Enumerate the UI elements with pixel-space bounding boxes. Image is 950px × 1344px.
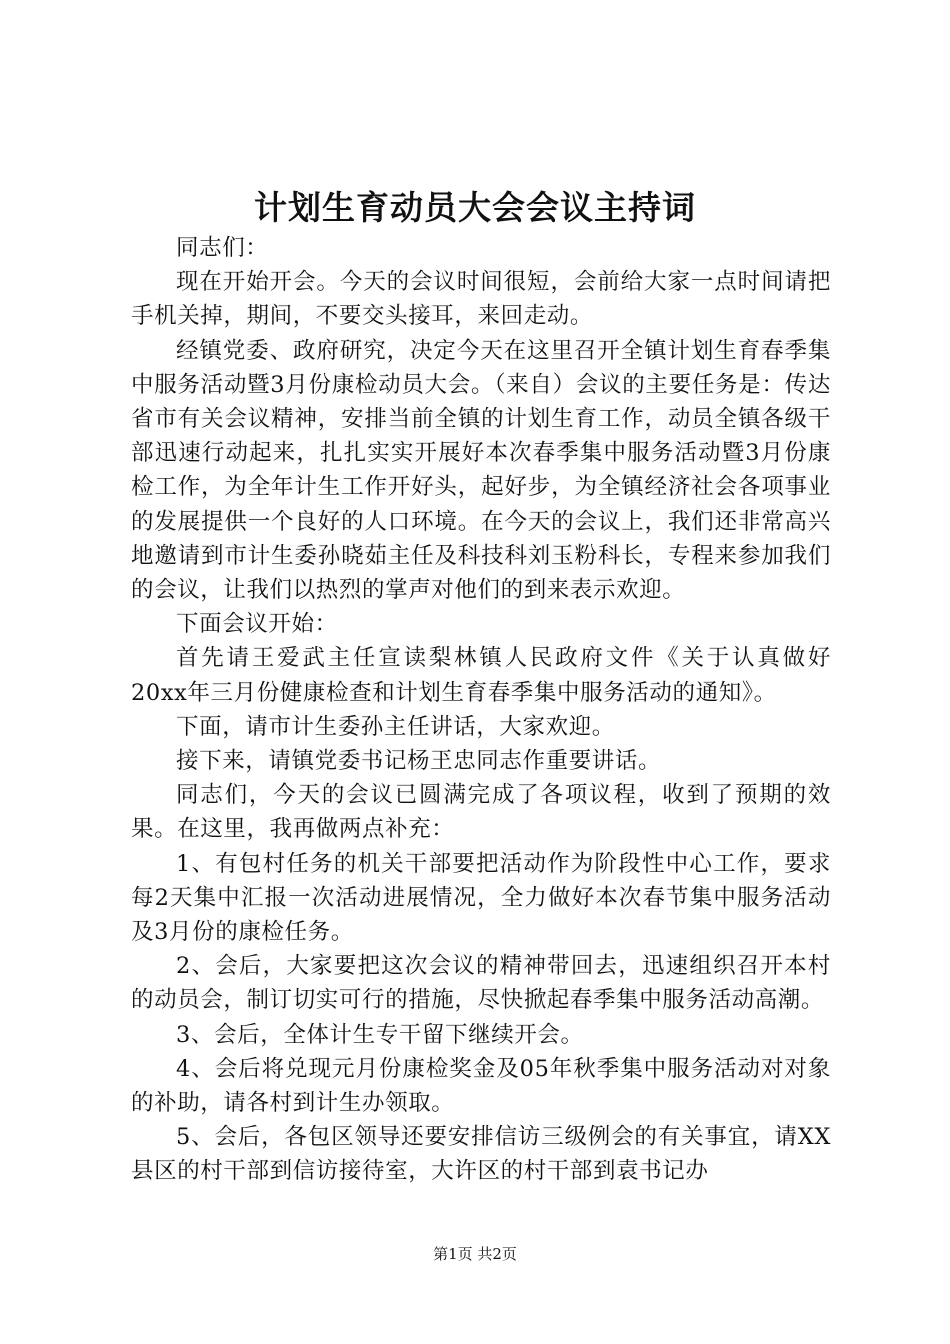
paragraph: 下面，请市计生委孙主任讲话，大家欢迎。 — [176, 713, 615, 740]
paragraph: 接下来，请镇党委书记杨玊忠同志作重要讲话。 — [176, 748, 662, 775]
paragraph: 同志们，今天的会议已圆满完成了各项议程，收到了预期的效果。在这里，我再做两点补充： — [131, 782, 831, 843]
list-item-1: 1、有包村任务的机关干部要把活动作为阶段性中心工作，要求每2天集中汇报一次活动进展情况，全力做好本次春节集中服务活动及3月份的康检任务。 — [131, 850, 831, 946]
list-item-4: 4、会后将兑现元月份康检奖金及05年秋季集中服务活动对对象的补助，请各村到计生办领取。 — [131, 1055, 831, 1117]
paragraph: 现在开始开会。今天的会议时间很短，会前给大家一点时间请把手机关掉，期间，不要交头接耳，来回走动。 — [131, 269, 831, 330]
page-footer: 第1页 共2页 — [433, 1245, 517, 1263]
paragraph: 同志们： — [176, 235, 269, 261]
paragraph: 下面会议开始： — [176, 611, 338, 638]
list-item-2: 2、会后，大家要把这次会议的精神带回去，迅速组织召开本村的动员会，制订切实可行的措施，尽快掀起春季集中服务活动高潮。 — [131, 953, 831, 1014]
list-item-3: 3、会后，全体计生专干留下继续开会。 — [176, 1021, 584, 1048]
document-title: 计划生育动员大会会议主持词 — [254, 188, 696, 227]
document-body — [131, 231, 831, 1189]
paragraph: 首先请王爱武主任宣读梨林镇人民政府文件《关于认真做好20xx年三月份健康检查和计划生育春季集中服务活动的通知》。 — [131, 645, 831, 706]
list-item-5: 5、会后，各包区领导还要安排信访三级例会的有关事宜，请XX县区的村干部到信访接待室，大许区的村干部到袁书记办 — [131, 1124, 831, 1185]
paragraph: 经镇党委、政府研究，决定今天在这里召开全镇计划生育春季集中服务活动暨3月份康检动员大会。（来自）会议的主要任务是：传达省市有关会议精神，安排当前全镇的计划生育工作，动员全镇各级干部迅速行动起来，扎扎实实开展好本次春季集中服务活动暨3月份康检工作，为全年计生工作开好头，起好步，为全镇经济社会各项事业的发展提供一个良好的人口环境。在今天的会议上，我们还非常高兴地邀请到市计生委孙晓茹主任及科技科刘玉粉科长，专程来参加我们的会议，让我们以热烈的掌声对他们的到来表示欢迎。 — [131, 337, 831, 604]
